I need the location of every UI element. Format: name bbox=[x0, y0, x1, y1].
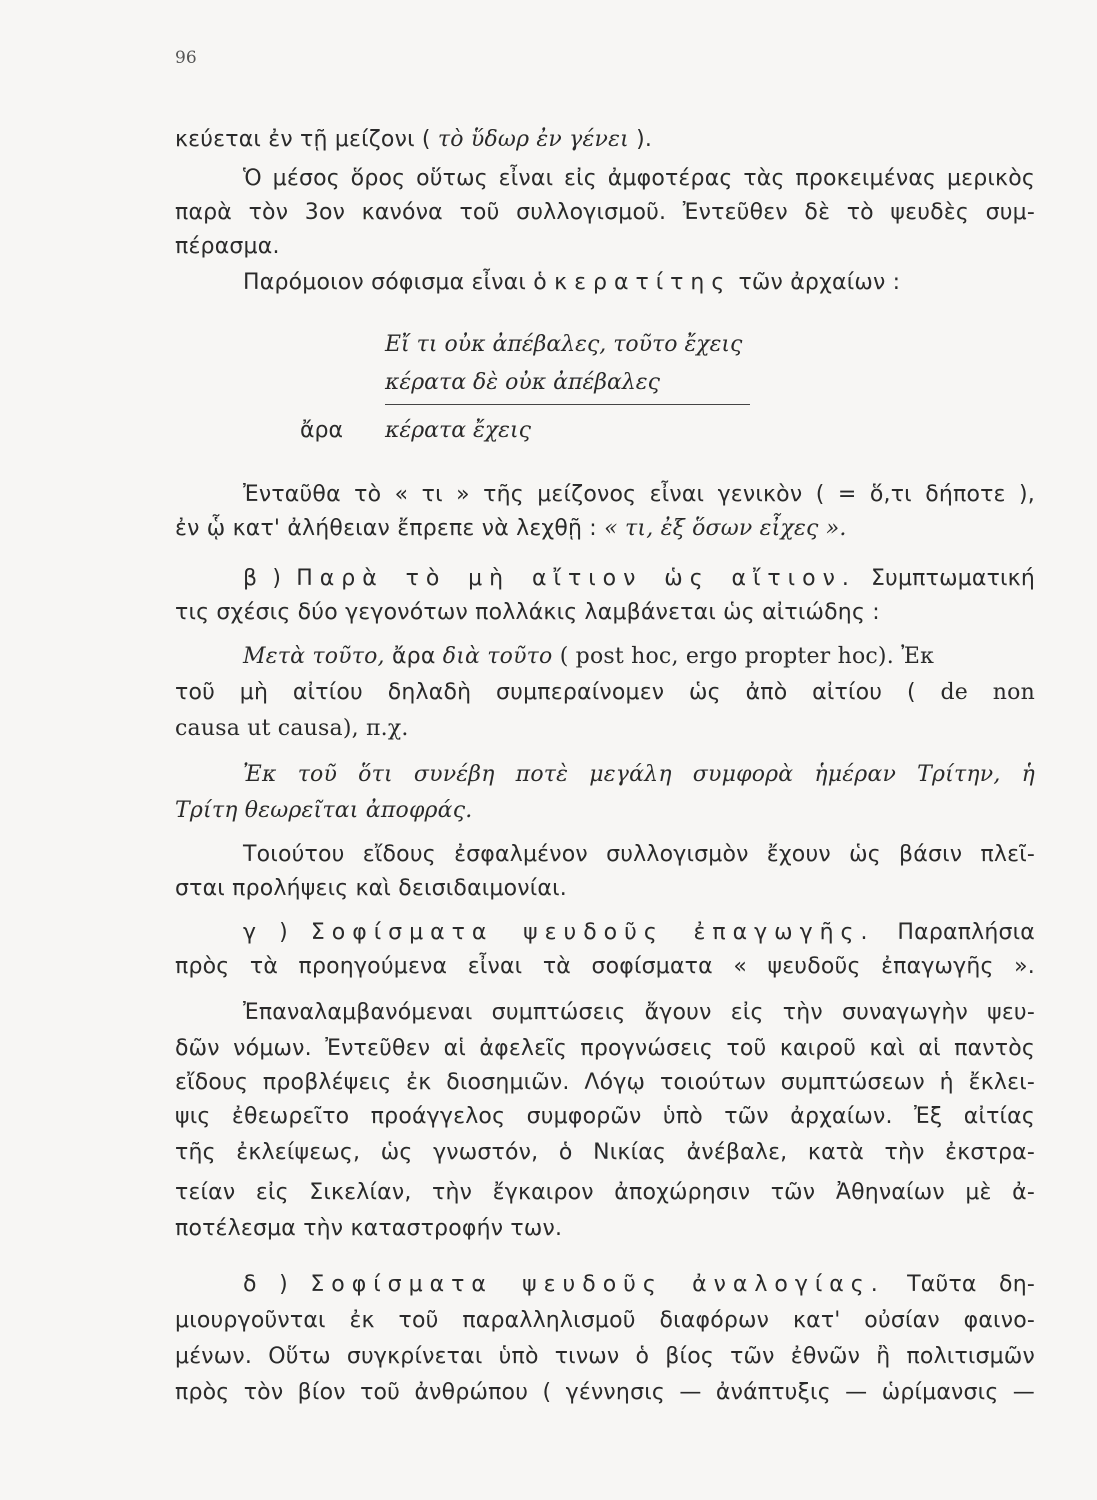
text-line: μιουργοῦνται ἐκ τοῦ παραλληλισμοῦ διαφόρων κατ' οὐσίαν φαινο- bbox=[175, 1308, 1035, 1333]
text-line: τις σχέσις δύο γεγονότων πολλάκις λαμβάνεται ὡς αἰτιώδης : bbox=[175, 600, 880, 625]
text-line: Ὁ μέσος ὅρος οὕτως εἶναι εἰς ἀμφοτέρας τὰς προκειμένας μερικὸς bbox=[243, 166, 1035, 191]
text-run: ἐν ᾧ κατ' ἀλήθειαν ἔπρεπε νὰ λεχθῇ : bbox=[175, 516, 597, 541]
text-line: δῶν νόμων. Ἐντεῦθεν αἱ ἀφελεῖς προγνώσεις τοῦ καιροῦ καὶ αἱ παντὸς bbox=[175, 1036, 1035, 1061]
text-line: τῆς ἐκλείψεως, ὡς γνωστόν, ὁ Νικίας ἀνέβαλε, κατὰ τὴν ἐκστρα- bbox=[175, 1140, 1035, 1165]
section-title: Σοφίσματα ψευδοῦς ἀναλογίας. bbox=[310, 1272, 885, 1297]
italic-phrase: « τι, ἐξ ὅσων εἶχες ». bbox=[604, 516, 847, 541]
section-letter: β ) bbox=[243, 566, 282, 591]
italic-phrase: τὸ ὕδωρ ἐν γένει bbox=[437, 127, 629, 152]
italic-phrase: διὰ τοῦτο bbox=[442, 644, 553, 669]
section-letter: γ ) bbox=[243, 920, 288, 945]
spaced-term: κερατίτης bbox=[554, 270, 732, 295]
text-line: Τοιούτου εἴδους ἐσφαλμένον συλλογισμὸν ἔχουν ὡς βάσιν πλεῖ- bbox=[243, 842, 1035, 867]
text-line bbox=[175, 268, 1035, 298]
section-letter: δ ) bbox=[243, 1272, 288, 1297]
text-run: κεύεται ἐν τῇ μείζονι ( bbox=[175, 127, 431, 152]
example-line: Ἐκ τοῦ ὅτι συνέβη ποτὲ μεγάλη συμφορὰ ἡμέραν Τρίτην, ἡ bbox=[243, 762, 1035, 787]
syllogism-rule bbox=[385, 404, 750, 405]
syllogism-premise-major: Εἴ τι οὐκ ἀπέβαλες, τοῦτο ἔχεις bbox=[385, 332, 743, 357]
text-line: σται προλήψεις καὶ δεισιδαιμονίαι. bbox=[175, 876, 567, 901]
text-line bbox=[175, 514, 1035, 544]
section-title: Παρὰ τὸ μὴ αἴτιον ὡς αἴτιον. bbox=[296, 566, 856, 591]
syllogism-premise-minor: κέρατα δὲ οὐκ ἀπέβαλες bbox=[385, 370, 660, 395]
text-run: τῶν ἀρχαίων : bbox=[738, 270, 901, 295]
text-line: μένων. Οὕτω συγκρίνεται ὑπὸ τινων ὁ βίος τῶν ἐθνῶν ἢ πολιτισμῶν bbox=[175, 1344, 1035, 1369]
text-line bbox=[175, 642, 1035, 672]
italic-phrase: Μετὰ τοῦτο, bbox=[243, 644, 385, 669]
latin-phrase: ( post hoc, ergo propter hoc). Ἐκ bbox=[559, 644, 935, 669]
text-line bbox=[175, 678, 1035, 708]
text-line: πρὸς τὸν βίον τοῦ ἀνθρώπου ( γέννησις — ἀνάπτυξις — ὡρίμανσις — bbox=[175, 1380, 1035, 1405]
syllogism-ara: ἄρα bbox=[300, 418, 343, 443]
text-line: ψις ἐθεωρεῖτο προάγγελος συμφορῶν ὑπὸ τῶν ἀρχαίων. Ἐξ αἰτίας bbox=[175, 1104, 1035, 1129]
page-number: 96 bbox=[175, 48, 197, 68]
text-line: ποτέλεσμα τὴν καταστροφήν των. bbox=[175, 1216, 563, 1241]
latin-phrase: de non bbox=[940, 680, 1035, 705]
syllogism-conclusion: κέρατα ἔχεις bbox=[385, 418, 531, 443]
section-title: Σοφίσματα ψευδοῦς ἐπαγωγῆς. bbox=[310, 920, 875, 945]
text-line: πρὸς τὰ προηγούμενα εἶναι τὰ σοφίσματα « ψευδοῦς ἐπαγωγῆς ». bbox=[175, 954, 1035, 979]
text-line: Ἐπαναλαμβανόμεναι συμπτώσεις ἄγουν εἰς τὴν συναγωγὴν ψευ- bbox=[243, 1000, 1035, 1025]
text-run: Συμπτωματική bbox=[870, 566, 1035, 591]
text-run: ). bbox=[636, 127, 653, 152]
text-line: causa ut causa), π.χ. bbox=[175, 716, 409, 741]
section-heading-d bbox=[175, 1270, 1035, 1300]
text-line: πέρασμα. bbox=[175, 234, 280, 259]
text-run: Παρόμοιον σόφισμα εἶναι ὁ bbox=[243, 270, 547, 295]
text-run: Ταῦτα δη- bbox=[907, 1272, 1035, 1297]
text-run: τοῦ μὴ αἰτίου δηλαδὴ συμπεραίνομεν ὡς ἀπὸ αἰτίου ( bbox=[175, 680, 916, 705]
text-run: ἄρα bbox=[391, 644, 436, 669]
text-line: παρὰ τὸν 3ον κανόνα τοῦ συλλογισμοῦ. Ἐντεῦθεν δὲ τὸ ψευδὲς συμ- bbox=[175, 200, 1035, 225]
section-heading-b bbox=[175, 564, 1035, 594]
example-line: Τρίτη θεωρεῖται ἀποφράς. bbox=[175, 798, 473, 823]
text-line bbox=[175, 125, 1035, 155]
text-run: Παραπλήσια bbox=[897, 920, 1035, 945]
text-line: εἴδους προβλέψεις ἐκ διοσημιῶν. Λόγῳ τοιούτων συμπτώσεων ἡ ἔκλει- bbox=[175, 1070, 1035, 1095]
text-line: Ἐνταῦθα τὸ « τι » τῆς μείζονος εἶναι γενικὸν ( = ὅ,τι δήποτε ), bbox=[243, 482, 1035, 507]
text-line: τείαν εἰς Σικελίαν, τὴν ἔγκαιρον ἀποχώρησιν τῶν Ἀθηναίων μὲ ἀ- bbox=[175, 1180, 1035, 1205]
section-heading-c bbox=[175, 918, 1035, 948]
